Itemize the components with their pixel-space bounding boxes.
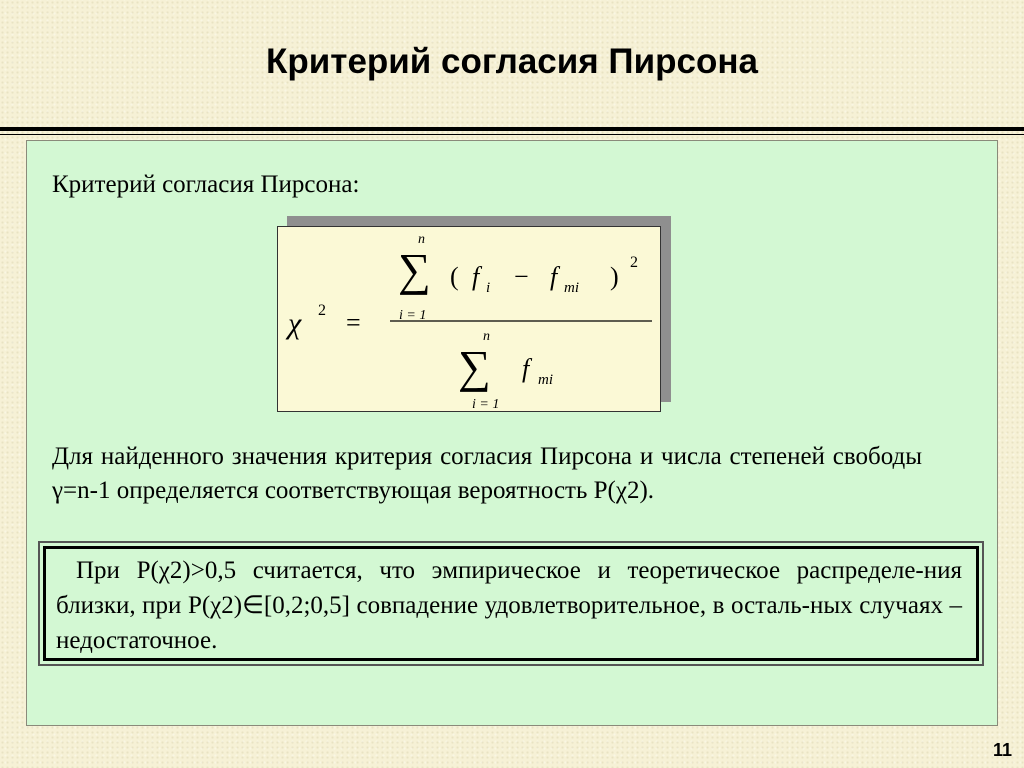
den-sum-lower: i = 1 [472, 397, 500, 412]
chi-exponent: 2 [318, 302, 326, 319]
den-sum-symbol: ∑ [458, 341, 491, 392]
f-m-symbol: f [550, 262, 558, 291]
den-sum-upper: n [483, 329, 490, 344]
minus-sign: − [514, 262, 529, 291]
title-divider-thick [0, 127, 1024, 131]
page-number: 11 [992, 740, 1012, 760]
pearson-formula [278, 227, 662, 413]
paren-open: ( [450, 262, 459, 291]
note-box [38, 541, 984, 666]
f-symbol: f [472, 262, 480, 291]
paren-close: ) [610, 262, 619, 291]
chi-symbol: χ [288, 307, 302, 340]
square-exponent: 2 [630, 254, 638, 271]
title-divider-thin [0, 134, 1024, 135]
equals-sign: = [346, 308, 361, 337]
explanation-paragraph: Для найденного значения критерия согласия Пирсона и числа степеней свободы γ=n-1 определяется соответствующая вероятность P(χ2). [52, 443, 922, 504]
den-f-subscript-mi: mi [538, 372, 553, 388]
num-sum-symbol: ∑ [398, 244, 431, 295]
slide-title: Критерий согласия Пирсона [266, 42, 758, 81]
formula-box [277, 226, 661, 412]
note-text: При P(χ2)>0,5 считается, что эмпирическое и теоретическое распределе-ния близки, при P(χ2)∈[0,2;0,5] совпадение удовлетворительное, в осталь-ных случаях – недостаточное. [56, 557, 962, 654]
intro-label: Критерий согласия Пирсона: [52, 171, 360, 198]
den-f-symbol: f [522, 354, 530, 383]
num-sum-upper: n [418, 232, 425, 247]
num-sum-lower: i = 1 [399, 308, 427, 323]
f-subscript-i: i [486, 280, 491, 296]
f-subscript-mi: mi [564, 280, 579, 296]
